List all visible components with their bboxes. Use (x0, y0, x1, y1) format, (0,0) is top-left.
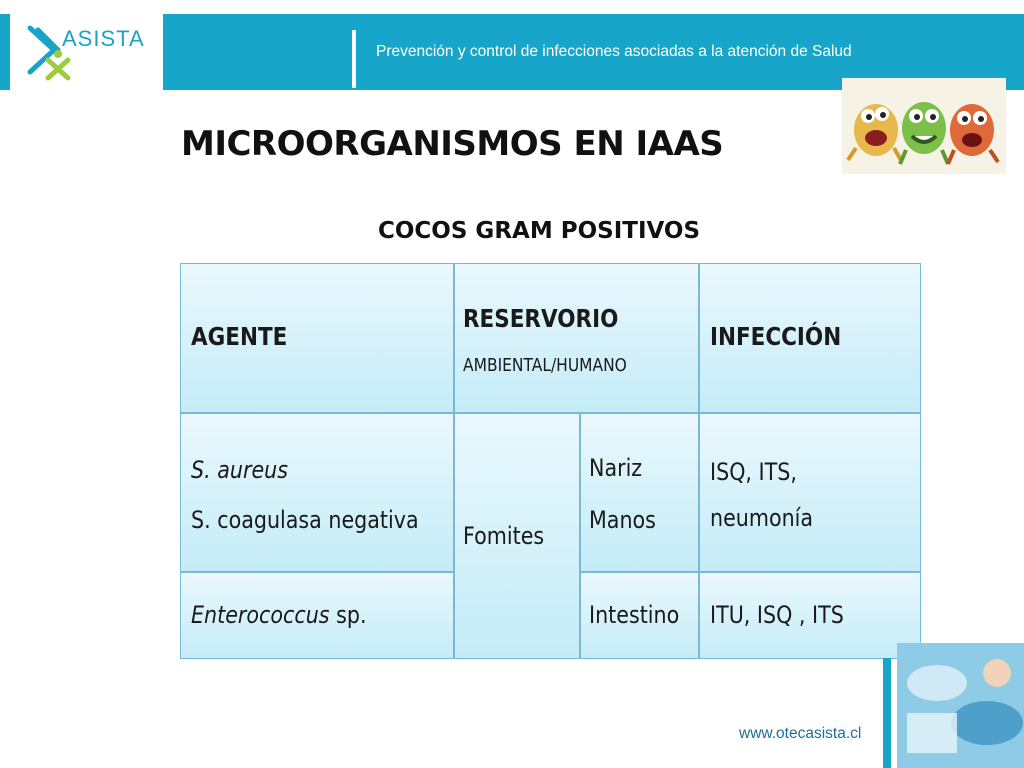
logo (0, 0, 163, 90)
row1-infeccion-2: neumonía (710, 504, 814, 532)
germs-illustration-icon (842, 78, 1006, 174)
header-divider (352, 30, 356, 88)
header-infeccion: INFECCIÓN (710, 322, 842, 351)
header-cell-agente (180, 263, 454, 413)
row2-infeccion: ITU, ISQ , ITS (710, 601, 844, 629)
medical-photo-icon (897, 643, 1024, 768)
row2-agente: Enterococcus sp. (191, 601, 367, 629)
row2-agente-cell (180, 572, 454, 659)
row2-reservorio-humano-cell (580, 572, 699, 659)
logo-accent-bar (0, 14, 10, 90)
row1-agente-line2: S. coagulasa negativa (191, 506, 419, 534)
slide-title: MICROORGANISMOS EN IAAS (181, 124, 724, 164)
row1-agente-line1: S. aureus (191, 456, 288, 484)
row2-reservorio-humano: Intestino (589, 601, 680, 629)
row1-reservorio-humano-cell (580, 413, 699, 572)
row1-agente-cell (180, 413, 454, 572)
header-reservorio-sub: AMBIENTAL/HUMANO (463, 355, 627, 376)
slide-subtitle: COCOS GRAM POSITIVOS (378, 218, 701, 244)
row1-infeccion-cell (699, 413, 921, 572)
row1-reservorio-humano-2: Manos (589, 506, 656, 534)
header-title: Prevención y control de infecciones asociadas a la atención de Salud (376, 43, 852, 60)
footer-url-link[interactable]: www.otecasista.cl (739, 725, 862, 742)
row1-infeccion-1: ISQ, ITS, (710, 458, 797, 486)
footer-accent-bar (883, 658, 891, 768)
header-reservorio: RESERVORIO (463, 304, 619, 333)
reservorio-ambiental: Fomites (463, 522, 545, 550)
row1-reservorio-humano-1: Nariz (589, 454, 643, 482)
header-cell-reservorio (454, 263, 699, 413)
header-cell-infeccion (699, 263, 921, 413)
row2-infeccion-cell (699, 572, 921, 659)
reservorio-ambiental-cell (454, 413, 580, 659)
logo-text: ASISTA (62, 26, 145, 51)
microorganisms-table (180, 263, 921, 659)
header-agente: AGENTE (191, 322, 288, 351)
